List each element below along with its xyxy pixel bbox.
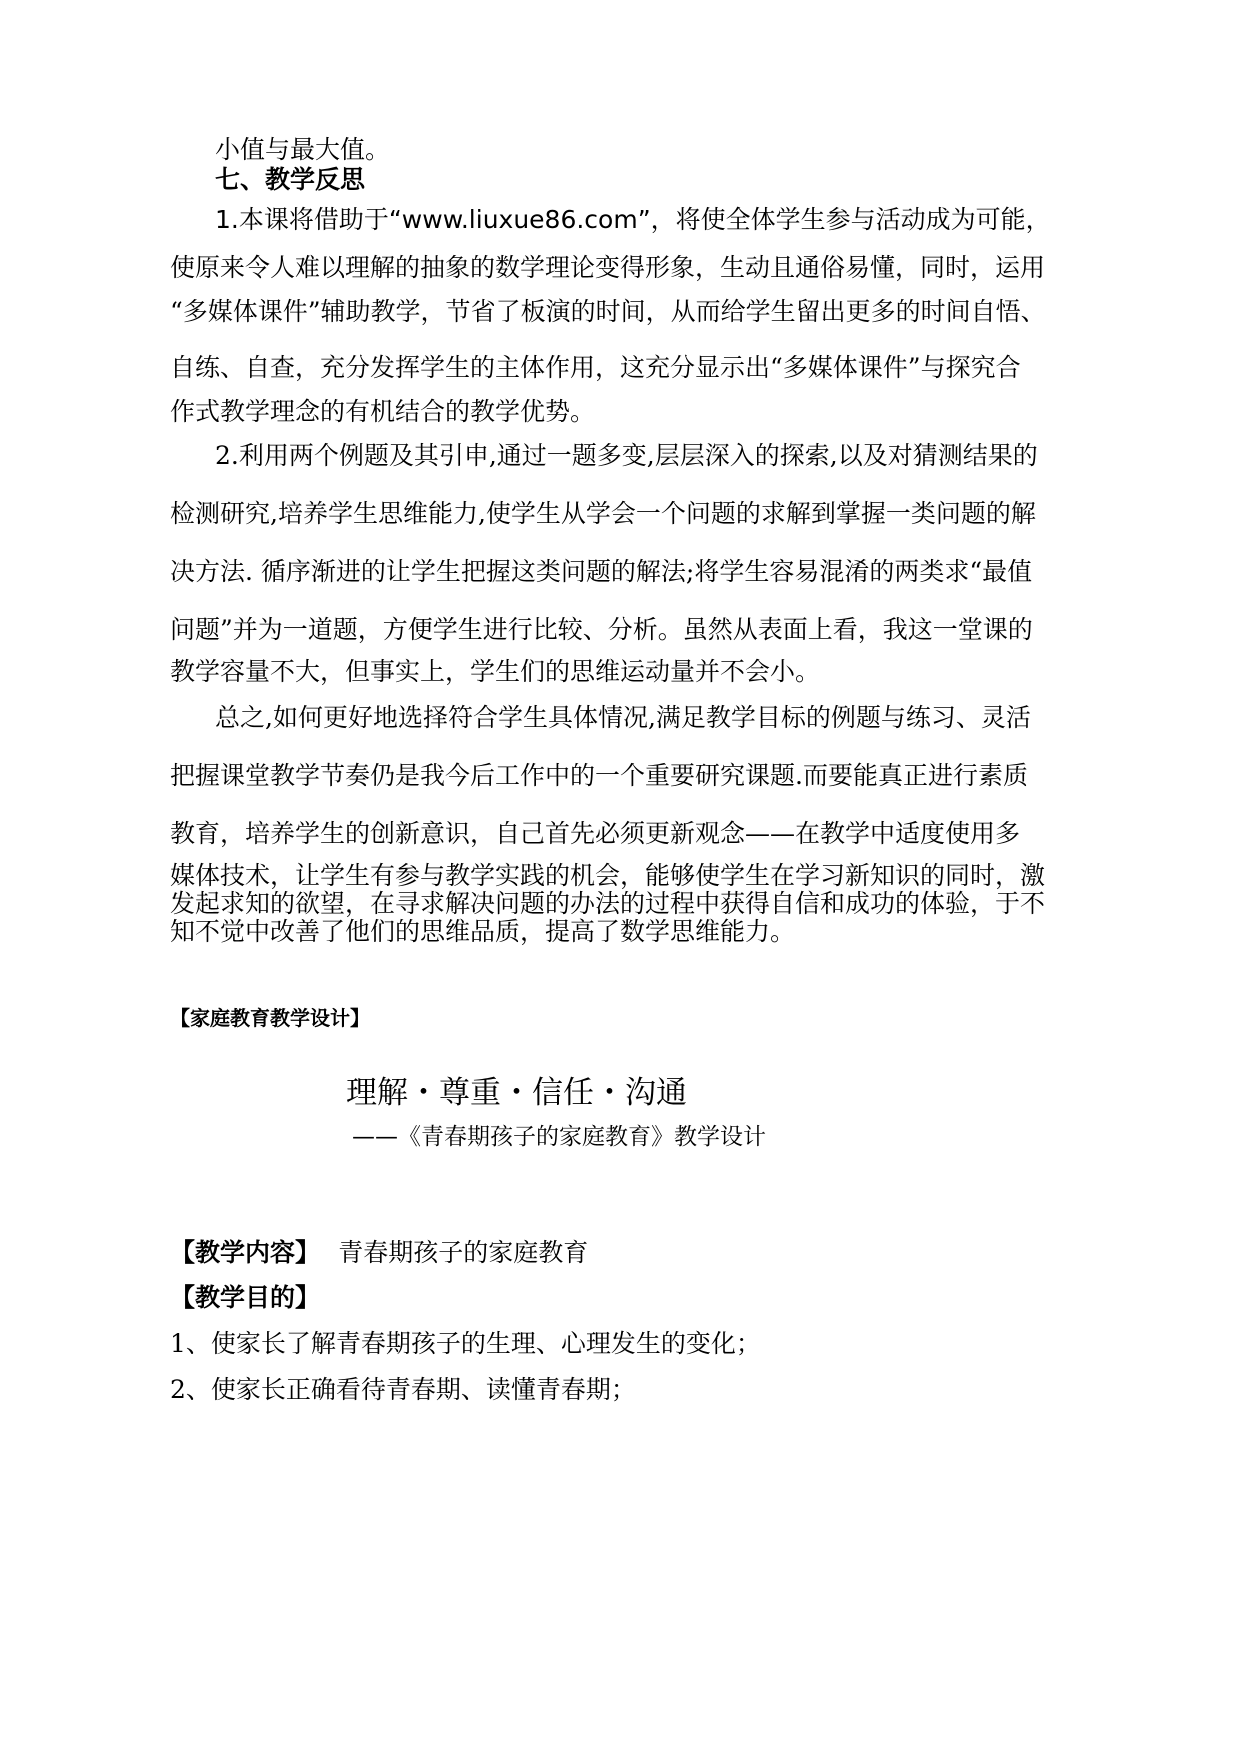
content-value: 青春期孩子的家庭教育 — [338, 1238, 589, 1267]
paragraph-1-line: 自练、自查，充分发挥学生的主体作用，这充分显示出“多媒体课件”与探究合 — [170, 353, 1021, 382]
continued-line: 小值与最大值。 — [215, 135, 391, 164]
paragraph-3-line: 总之,如何更好地选择符合学生具体情况,满足教学目标的例题与练习、灵活 — [215, 703, 1031, 732]
goal-item: 1、使家长了解青春期孩子的生理、心理发生的变化； — [170, 1329, 761, 1358]
paragraph-3-line: 把握课堂教学节奏仍是我今后工作中的一个重要研究课题.而要能真正进行素质 — [170, 761, 1028, 790]
paragraph-1-line: 使原来令人难以理解的抽象的数学理论变得形象，生动且通俗易懂，同时，运用 — [170, 253, 1046, 282]
goal-label: 【教学目的】 — [170, 1283, 321, 1312]
paragraph-2-line: 教学容量不大，但事实上，学生们的思维运动量并不会小。 — [170, 657, 821, 686]
paragraph-2-line: 2.利用两个例题及其引申,通过一题多变,层层深入的探索,以及对猜测结果的 — [215, 441, 1038, 470]
paragraph-1-line: “多媒体课件”辅助教学，节省了板演的时间，从而给学生留出更多的时间自悟、 — [170, 297, 1046, 326]
paragraph-3-line: 媒体技术，让学生有参与教学实践的机会，能够使学生在学习新知识的同时，激 — [170, 861, 1046, 890]
section-heading-reflection: 七、教学反思 — [215, 165, 366, 194]
section-tag: 【家庭教育教学设计】 — [170, 1006, 370, 1030]
paragraph-3-line: 教育，培养学生的创新意识，自己首先必须更新观念——在教学中适度使用多 — [170, 819, 1021, 848]
paragraph-2-line: 决方法. 循序渐进的让学生把握这类问题的解法;将学生容易混淆的两类求“最值 — [170, 557, 1033, 586]
content-row — [170, 1237, 588, 1270]
paragraph-2-line: 检测研究,培养学生思维能力,使学生从学会一个问题的求解到掌握一类问题的解 — [170, 499, 1036, 528]
paragraph-3-line: 发起求知的欲望，在寻求解决问题的办法的过程中获得自信和成功的体验，于不 — [170, 889, 1046, 918]
content-label: 【教学内容】 — [170, 1238, 321, 1267]
design-subtitle: ——《青春期孩子的家庭教育》教学设计 — [352, 1124, 766, 1150]
paragraph-2-line: 问题”并为一道题，方便学生进行比较、分析。虽然从表面上看，我这一堂课的 — [170, 615, 1033, 644]
goal-item: 2、使家长正确看待青春期、读懂青春期； — [170, 1375, 636, 1404]
paragraph-1-line: 作式教学理念的有机结合的教学优势。 — [170, 397, 596, 426]
paragraph-1-line: 1.本课将借助于“www.liuxue86.com”，将使全体学生参与活动成为可能， — [215, 205, 1051, 234]
design-title: 理解・尊重・信任・沟通 — [346, 1075, 687, 1111]
paragraph-3-line: 知不觉中改善了他们的思维品质，提高了数学思维能力。 — [170, 917, 796, 946]
